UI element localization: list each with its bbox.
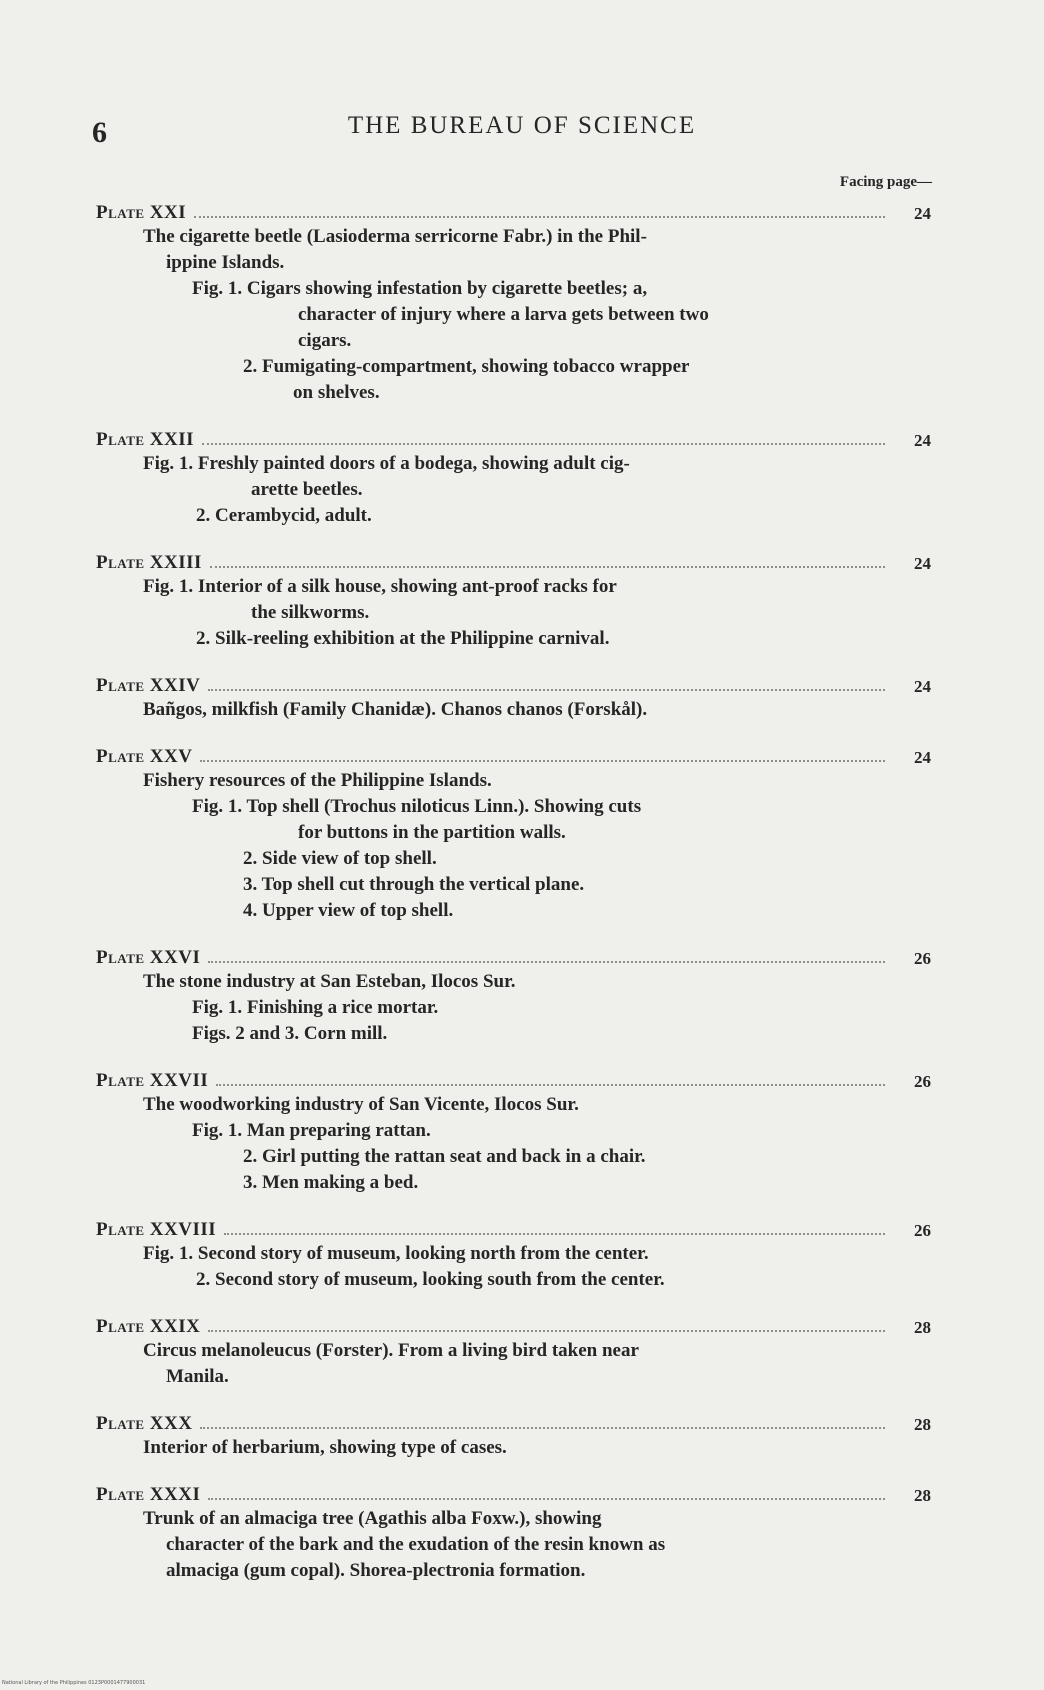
caption-line: Bañgos, milkfish (Family Chanidæ). Chanos chanos (Forskål). (143, 699, 648, 720)
dot-leader (216, 1083, 885, 1086)
caption-line: arette beetles. (251, 479, 363, 500)
plate-entry (96, 1213, 931, 1293)
caption-line: on shelves. (293, 382, 380, 403)
caption-line: Fig. 1. Finishing a rice mortar. (192, 997, 439, 1018)
plate-label: Plate XXV (96, 746, 193, 767)
plate-label: Plate XXI (96, 202, 187, 223)
plate-page-number: 26 (914, 1221, 931, 1240)
caption-line: 3. Top shell cut through the vertical plane. (243, 874, 585, 895)
dot-leader (210, 565, 885, 568)
caption-line: character of injury where a larva gets between two (298, 304, 709, 325)
plate-entry (96, 669, 931, 723)
caption-line: 2. Side view of top shell. (243, 848, 437, 869)
plate-label: Plate XXVI (96, 947, 201, 968)
plate-entry (96, 423, 931, 529)
caption-line: Fig. 1. Cigars showing infestation by cigarette beetles; a, (192, 278, 648, 299)
caption-line: Manila. (166, 1366, 229, 1387)
caption-line: The stone industry at San Esteban, Ilocos Sur. (143, 971, 516, 992)
plate-label: Plate XXX (96, 1413, 193, 1434)
plate-heading (96, 941, 931, 969)
plate-label: Plate XXVII (96, 1070, 209, 1091)
plate-heading (96, 1064, 931, 1092)
plate-heading (96, 1407, 931, 1435)
facing-page-label: Facing page— (839, 174, 932, 190)
page-number: 6 (92, 116, 107, 149)
plate-entry (96, 941, 931, 1047)
plate-entry (96, 1310, 931, 1390)
dot-leader (194, 215, 885, 218)
plate-page-number: 24 (914, 431, 931, 450)
caption-line: Figs. 2 and 3. Corn mill. (192, 1023, 388, 1044)
caption-line: 2. Girl putting the rattan seat and back in a chair. (243, 1146, 646, 1167)
caption-line: for buttons in the partition walls. (298, 822, 566, 843)
plate-heading (96, 546, 931, 574)
plate-heading (96, 669, 931, 697)
caption-line: 2. Second story of museum, looking south from the center. (196, 1269, 665, 1290)
plate-heading (96, 423, 931, 451)
footer-code: National Library of the Philippines 0123P0001477900031 (2, 1680, 146, 1686)
caption-line: Fig. 1. Second story of museum, looking north from the center. (143, 1243, 649, 1264)
plate-entry (96, 740, 931, 924)
plate-page-number: 28 (914, 1415, 931, 1434)
dot-leader (208, 688, 885, 691)
plate-entry (96, 196, 931, 406)
dot-leader (224, 1232, 885, 1235)
caption-line: Interior of herbarium, showing type of cases. (143, 1437, 507, 1458)
dot-leader (200, 1426, 885, 1429)
plate-label: Plate XXIII (96, 552, 202, 573)
caption-line: Fig. 1. Freshly painted doors of a bodega, showing adult cig- (143, 453, 630, 474)
plate-heading (96, 196, 931, 224)
plate-entry (96, 1478, 931, 1584)
caption-line: 4. Upper view of top shell. (243, 900, 454, 921)
plate-list (96, 196, 931, 1601)
plate-entry (96, 1064, 931, 1196)
caption-line: 3. Men making a bed. (243, 1172, 419, 1193)
plate-page-number: 26 (914, 1072, 931, 1091)
plate-label: Plate XXVIII (96, 1219, 217, 1240)
plate-page-number: 28 (914, 1318, 931, 1337)
caption-line: Fishery resources of the Philippine Islands. (143, 770, 492, 791)
plate-heading (96, 740, 931, 768)
caption-line: The woodworking industry of San Vicente, Ilocos Sur. (143, 1094, 579, 1115)
plate-heading (96, 1478, 931, 1506)
caption-line: 2. Fumigating-compartment, showing tobacco wrapper (243, 356, 690, 377)
caption-line: Trunk of an almaciga tree (Agathis alba Foxw.), showing (143, 1508, 602, 1529)
caption-line: 2. Cerambycid, adult. (196, 505, 372, 526)
caption-line: almaciga (gum copal). Shorea-plectronia formation. (166, 1560, 586, 1581)
plate-entry (96, 546, 931, 652)
plate-entry (96, 1407, 931, 1461)
plate-page-number: 24 (914, 554, 931, 573)
caption-line: cigars. (298, 330, 352, 351)
dot-leader (202, 442, 885, 445)
caption-line: Fig. 1. Man preparing rattan. (192, 1120, 431, 1141)
plate-page-number: 24 (914, 204, 931, 223)
dot-leader (208, 960, 885, 963)
dot-leader (200, 759, 885, 762)
caption-line: Fig. 1. Top shell (Trochus niloticus Linn.). Showing cuts (192, 796, 642, 817)
plate-label: Plate XXIX (96, 1316, 201, 1337)
plate-heading (96, 1310, 931, 1338)
caption-line: 2. Silk-reeling exhibition at the Philippine carnival. (196, 628, 610, 649)
plate-label: Plate XXXI (96, 1484, 201, 1505)
running-head: THE BUREAU OF SCIENCE (347, 112, 697, 139)
caption-line: Circus melanoleucus (Forster). From a living bird taken near (143, 1340, 639, 1361)
caption-line: ippine Islands. (166, 252, 285, 273)
dot-leader (208, 1497, 885, 1500)
plate-page-number: 28 (914, 1486, 931, 1505)
plate-label: Plate XXIV (96, 675, 201, 696)
caption-line: The cigarette beetle (Lasioderma serricorne Fabr.) in the Phil- (143, 226, 647, 247)
plate-page-number: 24 (914, 677, 931, 696)
plate-page-number: 26 (914, 949, 931, 968)
caption-line: character of the bark and the exudation of the resin known as (166, 1534, 666, 1555)
caption-line: the silkworms. (251, 602, 370, 623)
caption-line: Fig. 1. Interior of a silk house, showing ant-proof racks for (143, 576, 617, 597)
plate-label: Plate XXII (96, 429, 195, 450)
plate-heading (96, 1213, 931, 1241)
plate-page-number: 24 (914, 748, 931, 767)
dot-leader (208, 1329, 885, 1332)
